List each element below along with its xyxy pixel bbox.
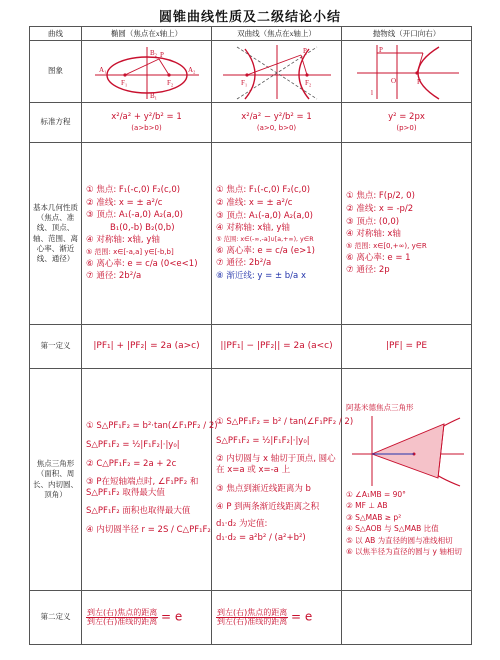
row-label-second-def: 第二定义 <box>30 591 82 645</box>
label-o: O <box>390 76 396 85</box>
label-pp: P <box>378 45 383 54</box>
parabola-first-def: |PF| = PE <box>342 325 472 369</box>
hyperbola-graph-cell <box>212 41 342 103</box>
hyperbola-focal-item: d₁·d₂ 为定值: <box>216 518 268 529</box>
ellipse-geometry <box>82 143 212 325</box>
parabola-focal-item: ④ S△AOB 与 S△MAB 比值 <box>346 524 439 534</box>
ratio-numerator: 到左(右)焦点的距离 <box>217 607 288 617</box>
ellipse-geo-item: ⑦ 通径: 2b²/a <box>86 271 142 282</box>
parabola-second-def-empty <box>342 591 472 645</box>
label-hf1: F₁ <box>240 78 247 87</box>
parabola-focal-item: ⑤ 以 AB 为直径的圆与准线相切 <box>346 535 453 545</box>
ellipse-focal-item: ① S△PF₁F₂ = b²·tan(∠F₁PF₂ / 2) <box>86 421 218 432</box>
parabola-focal-item: ② MF ⊥ AB <box>346 501 388 511</box>
hyperbola-focal-item: ② 内切圆与 x 轴切于顶点, 圆心在 x=a 或 x=-a 上 <box>216 454 336 475</box>
hyperbola-standard-eq <box>212 103 342 143</box>
row-label-focal: 焦点三角形（面积、周长、内切圆、顶角） <box>30 369 82 591</box>
parabola-eq-cond: (p>0) <box>396 124 417 133</box>
parabola-standard-eq <box>342 103 472 143</box>
parabola-geo-item: ④ 对称轴: x轴 <box>346 229 401 240</box>
hyperbola-eq: x²/a² − y²/b² = 1 <box>241 111 312 122</box>
ellipse-focal-item: ③ P在短轴端点时, ∠F₁PF₂ 和 S△PF₁F₂ 取得最大值 <box>86 477 199 498</box>
hyperbola-geo-item: ⑤ 范围: x∈(-∞,-a]∪[a,+∞), y∈R <box>216 235 314 243</box>
hyperbola-focal-item: ① S△PF₁F₂ = b² / tan(∠F₁PF₂ / 2) <box>216 417 354 427</box>
hyperbola-geo-item: ⑥ 离心率: e = c/a (e>1) <box>216 245 315 256</box>
hyperbola-geo-item: ⑦ 通径: 2b²/a <box>216 258 272 269</box>
label-f2: F₂ <box>166 78 173 87</box>
header-hyperbola: 双曲线（焦点在x轴上） <box>212 27 342 41</box>
label-f1: F₁ <box>120 78 127 87</box>
hyperbola-focal-item: ④ P 到两条渐近线距离之积 <box>216 502 320 513</box>
geometry-row <box>30 143 472 325</box>
page-title: 圆锥曲线性质及二级结论小结 <box>158 9 341 24</box>
ellipse-focal-item: S△PF₁F₂ = ½|F₁F₂|·|y₀| <box>86 439 180 450</box>
label-hp: P <box>302 46 307 55</box>
label-a2: A₂ <box>187 65 195 74</box>
row-label-graph: 图象 <box>30 41 82 103</box>
label-b1: B₁ <box>149 91 157 100</box>
ellipse-ratio <box>86 609 158 627</box>
label-p: P <box>159 50 164 59</box>
ellipse-eq-cond: (a>b>0) <box>131 124 162 133</box>
hyperbola-focal <box>212 369 354 591</box>
header-parabola: 抛物线（开口向右） <box>342 27 472 41</box>
second-def-row <box>30 591 472 645</box>
ratio-numerator: 到左(右)焦点的距离 <box>87 607 158 617</box>
hyperbola-focal-item: ③ 焦点到渐近线距离为 b <box>216 483 311 494</box>
label-l: l <box>370 88 373 97</box>
ratio-equals-e: = e <box>290 609 313 623</box>
parabola-graph <box>347 43 467 101</box>
standard-row <box>30 103 472 143</box>
hyperbola-focal-item: d₁·d₂ = a²b² / (a²+b²) <box>216 533 306 544</box>
label-b2: B₂ <box>149 48 157 57</box>
hyperbola-ratio <box>216 609 288 627</box>
parabola-geo-item: ① 焦点: F(p/2, 0) <box>346 191 415 202</box>
parabola-graph-cell <box>342 41 472 103</box>
header-curve: 曲线 <box>30 27 82 41</box>
ellipse-graph-cell <box>82 41 212 103</box>
parabola-focal-item: ③ S△MAB ≥ p² <box>346 512 402 522</box>
ellipse-geo-item: ① 焦点: F₁(-c,0) F₂(c,0) <box>86 184 181 195</box>
ellipse-geo-item: ③ 顶点: A₁(-a,0) A₂(a,0) <box>86 210 184 221</box>
ratio-denominator: 到左(右)准线的距离 <box>217 617 288 626</box>
hyperbola-geo-item: ② 准线: x = ± a²/c <box>216 198 293 208</box>
parabola-focal-item: ① ∠A₁MB = 90° <box>346 490 406 500</box>
ellipse-focal-item: S△PF₁F₂ 面积也取得最大值 <box>86 506 191 517</box>
header-ellipse: 椭圆（焦点在x轴上） <box>82 27 212 41</box>
ellipse-focal-item: ④ 内切圆半径 r = 2S / C△PF₁F₂ <box>86 525 211 536</box>
row-label-geometry: 基本几何性质（焦点、准线、顶点、轴、范围、离心率、渐近线、通径） <box>30 143 82 325</box>
ellipse-first-def: |PF₁| + |PF₂| = 2a (a>c) <box>82 325 212 369</box>
hyperbola-geo-item: ⑧ 渐近线: y = ± b/a x <box>216 270 306 281</box>
label-a1: A₁ <box>98 65 106 74</box>
ellipse-geo-item: ④ 对称轴: x轴, y轴 <box>86 235 160 246</box>
parabola-eq: y² = 2px <box>388 111 425 122</box>
hyperbola-geo-item: ④ 对称轴: x轴, y轴 <box>216 223 290 234</box>
hyperbola-graph <box>217 43 337 101</box>
parabola-geo-item: ③ 顶点: (0,0) <box>346 216 400 227</box>
hyperbola-second-def <box>212 591 342 645</box>
row-label-standard: 标准方程 <box>30 103 82 143</box>
hyperbola-first-def: ||PF₁| − |PF₂|| = 2a (a<c) <box>212 325 342 369</box>
label-f: F <box>416 77 421 86</box>
parabola-geo-item: ⑤ 范围: x∈[0,+∞), y∈R <box>346 241 427 250</box>
hyperbola-geo-item: ③ 顶点: A₁(-a,0) A₂(a,0) <box>216 210 314 221</box>
hyperbola-focal-item: S△PF₁F₂ = ½|F₁F₂|·|y₀| <box>216 435 310 446</box>
ellipse-eq: x²/a² + y²/b² = 1 <box>111 111 182 122</box>
ellipse-geo-item: ⑥ 离心率: e = c/a (0<e<1) <box>86 258 198 269</box>
ellipse-geo-item: ⑤ 范围: x∈[-a,a] y∈[-b,b] <box>86 248 174 257</box>
row-label-first-def: 第一定义 <box>30 325 82 369</box>
first-def-row <box>30 325 472 369</box>
label-hf2: F₂ <box>304 78 311 87</box>
header-row <box>30 27 472 41</box>
hyperbola-geo-item: ① 焦点: F₁(-c,0) F₂(c,0) <box>216 185 311 196</box>
archimedes-triangle-graph <box>348 414 466 488</box>
graph-row <box>30 41 472 103</box>
ellipse-geo-item: ② 准线: x = ± a²/c <box>86 197 163 208</box>
ellipse-focal <box>82 369 218 591</box>
ellipse-focal-item: ② C△PF₁F₂ = 2a + 2c <box>86 458 177 469</box>
parabola-geo-item: ⑦ 通径: 2p <box>346 265 390 276</box>
hyperbola-eq-cond: (a>0, b>0) <box>256 124 297 133</box>
parabola-geo-item: ② 准线: x = -p/2 <box>346 203 414 214</box>
parabola-focal-title: 阿基米德焦点三角形 <box>346 402 414 412</box>
ratio-equals-e: = e <box>160 609 183 623</box>
parabola-focal-item: ⑥ 以焦半径为直径的圆与 y 轴相切 <box>346 546 462 556</box>
parabola-geometry <box>342 143 472 325</box>
ellipse-graph <box>87 43 207 101</box>
ratio-denominator: 到左(右)准线的距离 <box>87 617 158 626</box>
ellipse-second-def <box>82 591 212 645</box>
hyperbola-geometry <box>212 143 342 325</box>
focal-row <box>30 369 472 591</box>
ellipse-standard-eq <box>82 103 212 143</box>
ellipse-geo-item: B₁(0,-b) B₂(0,b) <box>110 222 175 233</box>
summary-table <box>29 26 472 645</box>
parabola-geo-item: ⑥ 离心率: e = 1 <box>346 252 411 263</box>
parabola-focal <box>342 369 472 591</box>
